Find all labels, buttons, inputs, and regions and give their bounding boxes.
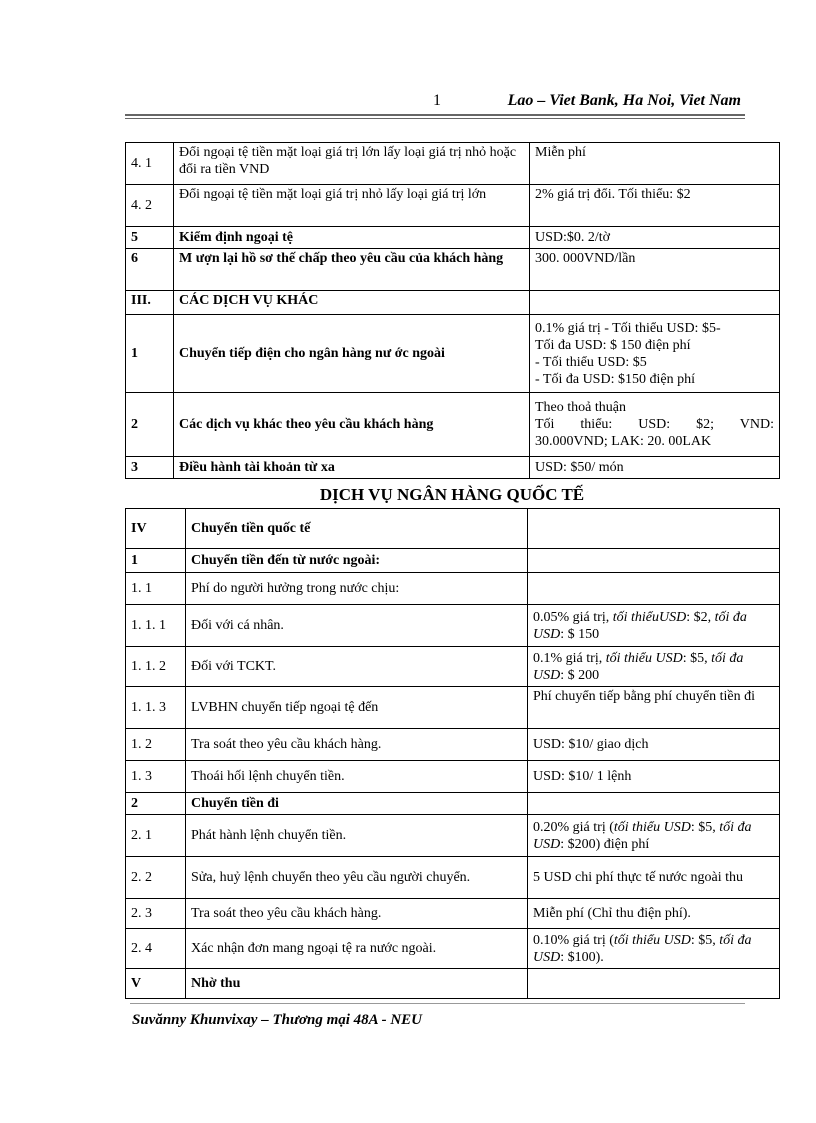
row-fee: [528, 549, 780, 573]
row-number: 4. 1: [126, 143, 174, 185]
table-row: [126, 249, 780, 291]
row-description: Thoái hối lệnh chuyển tiền.: [186, 761, 528, 793]
table-row: [126, 457, 780, 479]
row-fee: Phí chuyển tiếp bằng phí chuyển tiền đi: [528, 687, 780, 729]
section-heading: Chuyển tiền quốc tế: [186, 509, 528, 549]
row-description: Tra soát theo yêu cầu khách hàng.: [186, 729, 528, 761]
table-row: [126, 227, 780, 249]
row-number: 1: [126, 315, 174, 393]
row-description: Tra soát theo yêu cầu khách hàng.: [186, 899, 528, 929]
row-fee: [528, 509, 780, 549]
row-number: 2. 1: [126, 815, 186, 857]
row-number: 6: [126, 249, 174, 291]
row-description: M ượn lại hồ sơ thế chấp theo yêu cầu của khách hàng: [174, 249, 530, 291]
footer-rule: [130, 1003, 745, 1004]
row-description: Phí do người hưởng trong nước chịu:: [186, 573, 528, 605]
table-row: [126, 815, 780, 857]
row-description: Xác nhận đơn mang ngoại tệ ra nước ngoài.: [186, 929, 528, 969]
table-row: [126, 509, 780, 549]
table-row: [126, 969, 780, 999]
row-number: 1. 1. 1: [126, 605, 186, 647]
fee-line: Tối đa USD: $ 150 điện phí: [535, 337, 691, 353]
fee-line: - Tối thiểu USD: $5: [535, 354, 647, 370]
section-heading: CÁC DỊCH VỤ KHÁC: [174, 291, 530, 315]
row-number: 2. 4: [126, 929, 186, 969]
row-number: 5: [126, 227, 174, 249]
fee-line: 30.000VND; LAK: 20. 00LAK: [535, 434, 712, 449]
table-row: [126, 393, 780, 457]
row-fee: [530, 393, 780, 457]
row-description: Chuyển tiền đi: [186, 793, 528, 815]
row-fee: 0.10% giá trị (tối thiểu USD: $5, tối đa USD: $100).: [528, 929, 780, 969]
row-number: 3: [126, 457, 174, 479]
row-number: 2. 3: [126, 899, 186, 929]
row-number: 1. 1: [126, 573, 186, 605]
table-row: [126, 291, 780, 315]
table-row: [126, 793, 780, 815]
row-number: III.: [126, 291, 174, 315]
table-row: [126, 573, 780, 605]
row-description: Kiểm định ngoại tệ: [174, 227, 530, 249]
table-row: [126, 647, 780, 687]
row-fee: [528, 969, 780, 999]
row-number: 1. 3: [126, 761, 186, 793]
row-number: 1: [126, 549, 186, 573]
table-row: [126, 687, 780, 729]
row-fee: [528, 793, 780, 815]
row-description: Đối với TCKT.: [186, 647, 528, 687]
row-description: Đối với cá nhân.: [186, 605, 528, 647]
page-header: [125, 90, 743, 112]
row-description: LVBHN chuyển tiếp ngoại tệ đến: [186, 687, 528, 729]
fee-table-2: [125, 508, 780, 999]
row-number: 1. 1. 3: [126, 687, 186, 729]
row-number: 1. 1. 2: [126, 647, 186, 687]
row-number: IV: [126, 509, 186, 549]
row-fee: [530, 315, 780, 393]
row-fee: Miễn phí: [530, 143, 780, 185]
row-description: Phát hành lệnh chuyển tiền.: [186, 815, 528, 857]
row-number: 1. 2: [126, 729, 186, 761]
table-row: [126, 185, 780, 227]
row-fee: 2% giá trị đổi. Tối thiểu: $2: [530, 185, 780, 227]
row-number: 2: [126, 793, 186, 815]
table-row: [126, 729, 780, 761]
row-description: Các dịch vụ khác theo yêu cầu khách hàng: [174, 393, 530, 457]
row-description: Điều hành tài khoản từ xa: [174, 457, 530, 479]
fee-line: Tối thiểu: USD: $2; VND:: [535, 417, 774, 432]
table-row: [126, 857, 780, 899]
row-description: Chuyển tiếp điện cho ngân hàng nư ớc ngoài: [174, 315, 530, 393]
row-fee: 5 USD chi phí thực tế nước ngoài thu: [528, 857, 780, 899]
row-number: V: [126, 969, 186, 999]
table-row: [126, 929, 780, 969]
section-heading: Nhờ thu: [186, 969, 528, 999]
page-number: 1: [433, 92, 441, 109]
row-fee: 300. 000VND/lần: [530, 249, 780, 291]
section-title: DỊCH VỤ NGÂN HÀNG QUỐC TẾ: [319, 485, 585, 504]
table-row: [126, 899, 780, 929]
row-description: Sửa, huỷ lệnh chuyển theo yêu cầu người chuyển.: [186, 857, 528, 899]
table-row: [126, 605, 780, 647]
row-number: 2: [126, 393, 174, 457]
header-title: Lao – Viet Bank, Ha Noi, Viet Nam: [507, 92, 741, 109]
row-fee: 0.1% giá trị, tối thiểu USD: $5, tối đa USD: $ 200: [528, 647, 780, 687]
table-row: [126, 761, 780, 793]
row-fee: USD:$0. 2/tờ: [530, 227, 780, 249]
page-footer: Suvănny Khunvixay – Thương mại 48A - NEU: [132, 1012, 423, 1028]
table-row: [126, 549, 780, 573]
row-description: Đổi ngoại tệ tiền mặt loại giá trị lớn lấy loại giá trị nhỏ hoặc đổi ra tiền VND: [174, 143, 530, 185]
row-description: Chuyển tiền đến từ nước ngoài:: [186, 549, 528, 573]
row-fee: USD: $10/ 1 lệnh: [528, 761, 780, 793]
row-fee: USD: $50/ món: [530, 457, 780, 479]
row-fee: 0.20% giá trị (tối thiểu USD: $5, tối đa USD: $200) điện phí: [528, 815, 780, 857]
row-fee: USD: $10/ giao dịch: [528, 729, 780, 761]
fee-table-1: [125, 142, 780, 479]
fee-line: 0.1% giá trị - Tối thiểu USD: $5-: [535, 320, 721, 336]
table-row: [126, 143, 780, 185]
table-row: [126, 315, 780, 393]
row-number: 2. 2: [126, 857, 186, 899]
row-number: 4. 2: [126, 185, 174, 227]
header-rule: [125, 114, 745, 119]
row-fee: [530, 291, 780, 315]
fee-line: Theo thoả thuận: [535, 400, 626, 415]
row-fee: Miễn phí (Chỉ thu điện phí).: [528, 899, 780, 929]
row-description: Đổi ngoại tệ tiền mặt loại giá trị nhỏ lấy loại giá trị lớn: [174, 185, 530, 227]
row-fee: [528, 573, 780, 605]
row-fee: 0.05% giá trị, tối thiểuUSD: $2, tối đa USD: $ 150: [528, 605, 780, 647]
fee-line: - Tối đa USD: $150 điện phí: [535, 371, 695, 387]
